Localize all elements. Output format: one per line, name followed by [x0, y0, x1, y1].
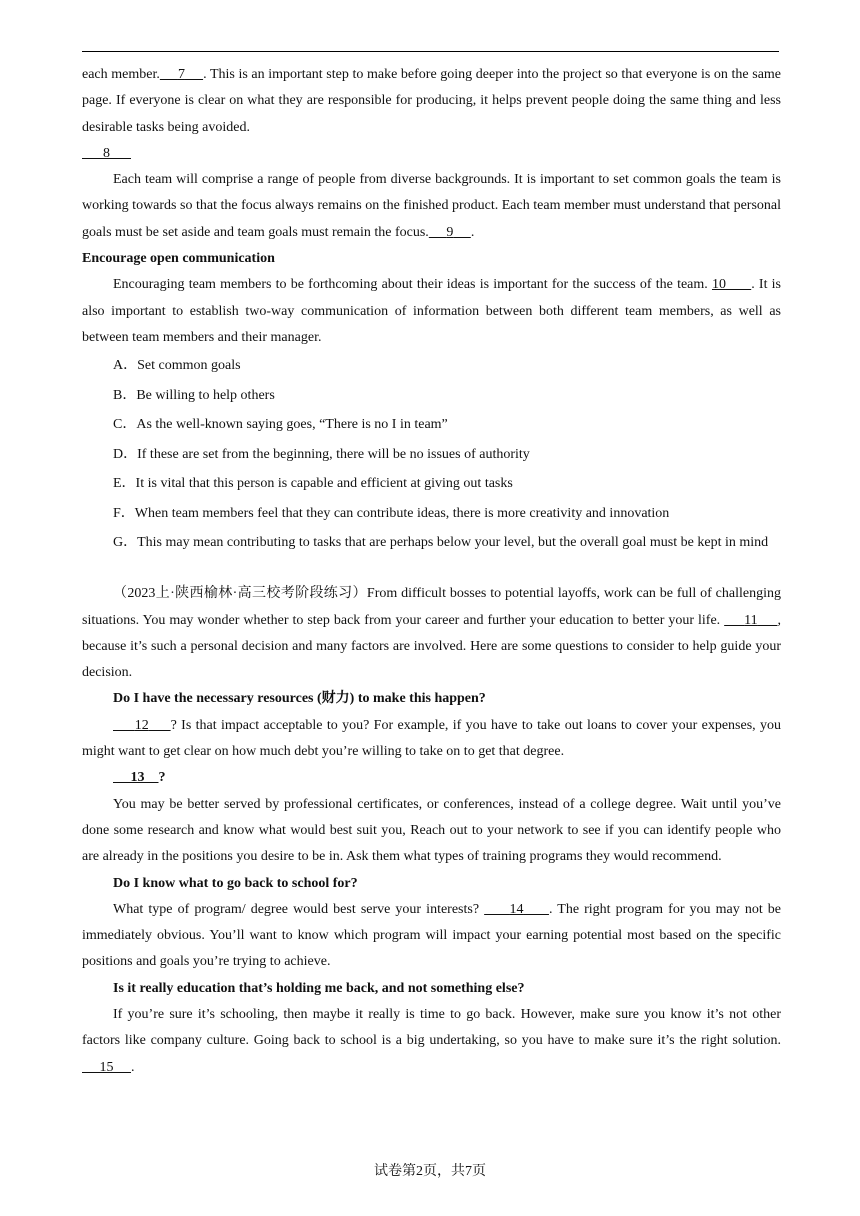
blank-number: 10	[711, 277, 726, 293]
paragraph-14	[82, 897, 781, 976]
text: . This is an important step to make before going deeper into the project so that everyone is on the same page. If everyone is clear on what they are responsible for producing, it helps prevent people doing the same thing and less desirable tasks being avoided.	[82, 67, 782, 135]
blank-number: 12	[134, 717, 149, 733]
blank-number: 14	[509, 901, 524, 917]
blank-number: 8	[103, 145, 110, 161]
text: From difficult bosses to potential layoffs, work can be full of challenging situations. You may wonder whether to step back from your career and further your education to better your life.	[82, 586, 781, 628]
page-content	[82, 62, 781, 1081]
text: What type of program/ degree would best serve your interests?	[113, 901, 485, 917]
text: Encouraging team members to be forthcoming about their ideas is important for the success of the team.	[113, 277, 712, 293]
blank-7	[160, 67, 203, 82]
heading-open-communication: Encourage open communication	[82, 251, 275, 267]
page-footer: 试卷第2页，共7页	[374, 1164, 486, 1179]
section-gap	[82, 557, 781, 581]
paragraph-better-served: You may be better served by professional certificates, or conferences, instead of a college degree. Wait until you’ve done some research and know what would best suit you, Reach out to your network to see if you can identify people who are already in the positions you desire to be in. Ask them what types of training programs they would recommend.	[82, 796, 781, 865]
text: . The right program for you may not be immediately obvious. You’ll want to know which program will impact your earning potential most based on the specific positions and goals you’re trying to achieve.	[82, 901, 782, 970]
text: .	[470, 224, 475, 240]
blank-11	[724, 613, 777, 628]
option-e: E．It is vital that this person is capable and efficient at giving out tasks	[113, 476, 513, 492]
text: .	[131, 1059, 135, 1075]
option-a: A．Set common goals	[113, 358, 241, 374]
paragraph-15	[82, 1002, 781, 1081]
blank-12	[113, 718, 171, 733]
paragraph-encourage	[82, 272, 781, 351]
text: ?	[158, 770, 166, 786]
question-heading-resources: Do I have the necessary resources (财力) to make this happen?	[113, 691, 486, 707]
text: . It is also important to establish two-way communication of information between both different team members, as well as between team members and their manager.	[82, 277, 781, 345]
blank-14	[484, 902, 549, 917]
header-rule	[82, 51, 779, 52]
question-source: （2023上·陕西榆林·高三校考阶段练习）	[113, 586, 367, 602]
blank-15	[82, 1060, 131, 1075]
option-d: D．If these are set from the beginning, there will be no issues of authority	[113, 446, 530, 462]
paragraph-each-member	[82, 62, 781, 141]
text: Each team will comprise a range of people from diverse backgrounds. It is important to set common goals the team is working towards so that the focus always remains on the finished product. Each team member must understand that personal goals must be set aside and team goals must remain the focus.	[82, 172, 781, 240]
question-heading-13	[82, 765, 781, 791]
blank-number: 11	[744, 612, 758, 628]
paragraph-intro	[82, 581, 781, 686]
text: each member.	[82, 67, 160, 82]
blank-number: 15	[99, 1059, 114, 1075]
blank-9	[429, 225, 471, 240]
blank-13	[113, 770, 159, 785]
option-f: F．When team members feel that they can contribute ideas, there is more creativity and innovation	[113, 505, 670, 521]
text: If you’re sure it’s schooling, then maybe it really is time to go back. However, make sure you know it’s not other factors like company culture. Going back to school is a big undertaking, so you have to make sure it’s the right solution.	[82, 1007, 781, 1049]
blank-number: 9	[446, 224, 454, 240]
text: ? Is that impact acceptable to you? For example, if you have to take out loans to cover your expenses, you might want to get clear on how much debt you’re willing to take on to get that degree.	[82, 717, 782, 760]
blank-8-line	[82, 141, 781, 167]
option-g: G．This may mean contributing to tasks that are perhaps below your level, but the overall goal must be kept in mind	[113, 535, 769, 551]
option-c: C．As the well-known saying goes, “There is no I in team”	[113, 417, 448, 433]
question-heading-school: Do I know what to go back to school for?	[113, 875, 358, 891]
paragraph-each-team	[82, 167, 781, 246]
text: , because it’s such a personal decision and many factors are involved. Here are some questions to consider to help guide your decision.	[82, 612, 782, 681]
blank-10	[712, 277, 751, 292]
blank-8	[82, 146, 131, 161]
blank-number: 13	[130, 770, 145, 786]
blank-number: 7	[177, 67, 185, 82]
paragraph-12	[82, 713, 781, 766]
option-b: B．Be willing to help others	[113, 387, 275, 403]
question-heading-education: Is it really education that’s holding me back, and not something else?	[113, 980, 525, 996]
